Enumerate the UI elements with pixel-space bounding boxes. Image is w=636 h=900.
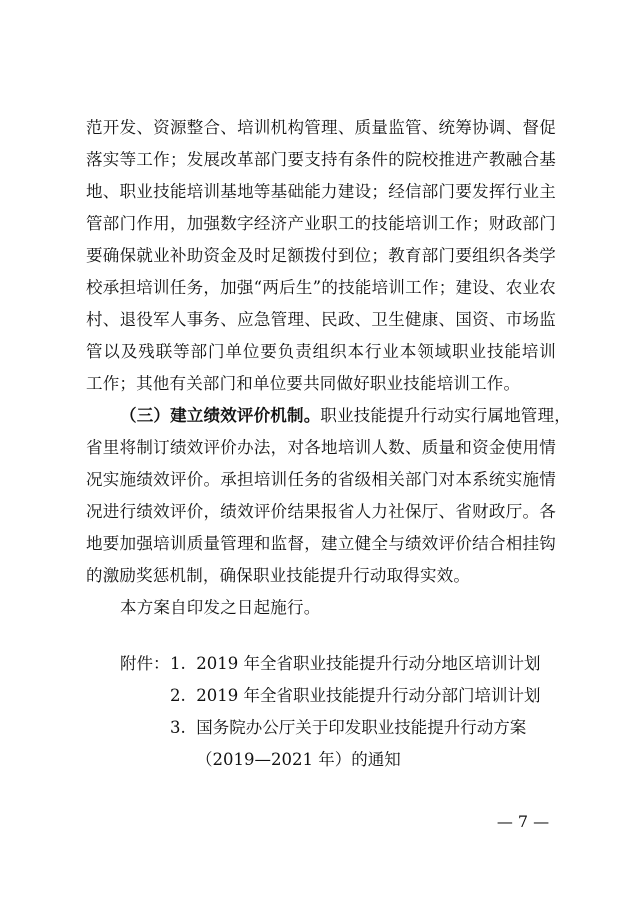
attachment-title: 2019 年全省职业技能提升行动分部门培训计划 [196, 686, 541, 705]
attachment-item [170, 680, 560, 712]
text-line: 管部门作用，加强数字经济产业职工的技能培训工作；财政部门 [86, 214, 556, 233]
attachment-number: 2. [170, 686, 186, 705]
attachment-title: 2019 年全省职业技能提升行动分地区培训计划 [196, 654, 541, 673]
text-line: 工作；其他有关部门和单位要共同做好职业技能培训工作。 [86, 374, 521, 393]
attachment-title: 国务院办公厅关于印发职业技能提升行动方案 [196, 718, 527, 737]
text-line: 地、职业技能培训基地等基础能力建设；经信部门要发挥行业主 [86, 182, 556, 201]
text-line: 地要加强培训质量管理和监督，建立健全与绩效评价结合相挂钩 [86, 534, 556, 553]
text-line: 况进行绩效评价，绩效评价结果报省人力社保厅、省财政厅。各 [86, 502, 556, 521]
text-line: 落实等工作；发展改革部门要支持有条件的院校推进产教融合基 [86, 150, 556, 169]
attachment-item [170, 712, 560, 744]
text-line: 的激励奖惩机制，确保职业技能提升行动取得实效。 [86, 566, 471, 585]
text-line: 要确保就业补助资金及时足额拨付到位；教育部门要组织各类学 [86, 246, 556, 265]
text-run: 职业技能提升行动实行属地管理， [320, 406, 571, 425]
attachment-title-continuation: （2019—2021 年）的通知 [196, 750, 401, 769]
text-line: 管以及残联等部门单位要负责组织本行业本领域职业技能培训 [86, 342, 556, 361]
section-heading: （三）建立绩效评价机制。 [120, 406, 321, 425]
text-line: 村、退役军人事务、应急管理、民政、卫生健康、国资、市场监 [86, 310, 556, 329]
text-line: 况实施绩效评价。承担培训任务的省级相关部门对本系统实施情 [86, 470, 556, 489]
attachment-number: 3. [170, 718, 186, 737]
page-number: — 7 — [496, 812, 550, 831]
attachments-label: 附件： [120, 654, 170, 673]
attachment-number: 1. [170, 654, 186, 673]
text-line: 范开发、资源整合、培训机构管理、质量监管、统筹协调、督促 [86, 118, 556, 137]
text-line: 校承担培训任务，加强“两后生”的技能培训工作；建设、农业农 [86, 278, 556, 297]
attachment-item [170, 648, 560, 680]
text-line: 省里将制订绩效评价办法，对各地培训人数、质量和资金使用情 [86, 438, 556, 457]
text-line [120, 400, 571, 432]
effective-date-statement: 本方案自印发之日起施行。 [120, 598, 321, 617]
